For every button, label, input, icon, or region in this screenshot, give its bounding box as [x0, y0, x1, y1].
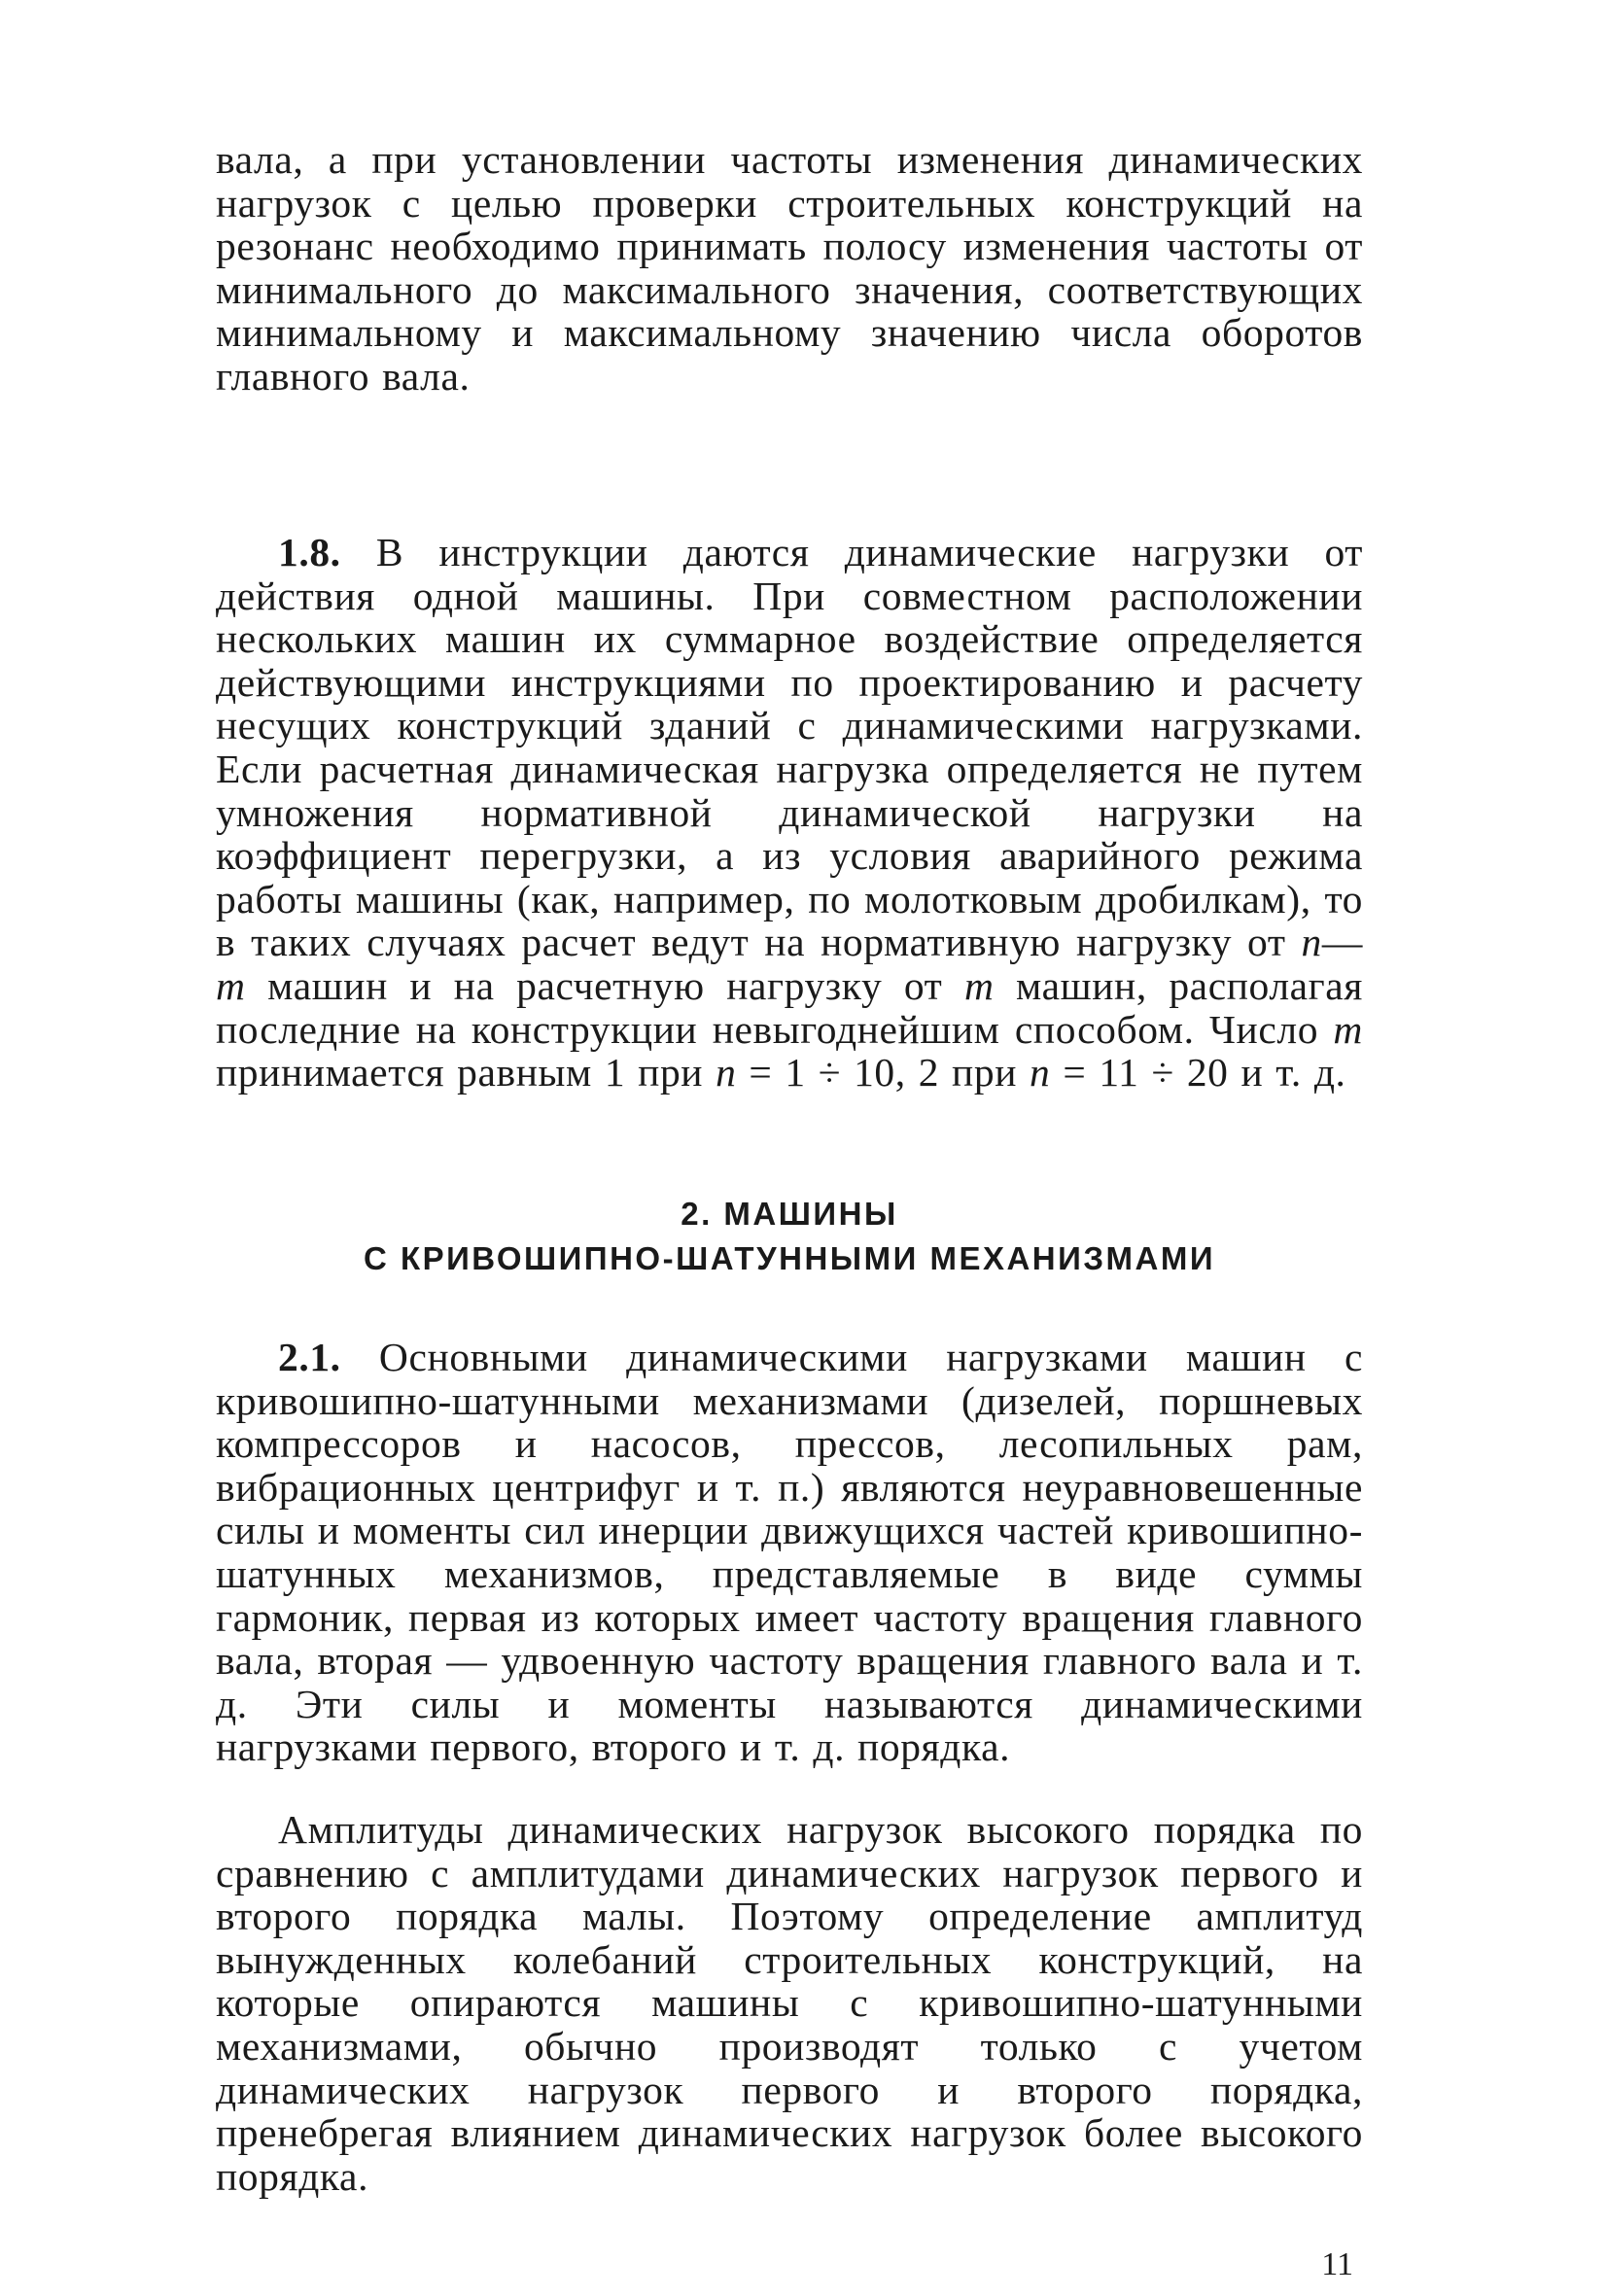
paragraph-number: 2.1.	[278, 1335, 341, 1379]
paragraph-1-8	[216, 531, 1363, 1095]
paragraph-continuation: вала, а при установлении частоты изменения динамических нагрузок с целью проверки строительных конструкций на резонанс необходимо принимать полосу изменения частоты от минимального до максимального значения, соответствующих минимальному и максимальному значению числа оборотов главного вала.	[216, 137, 1363, 399]
variable-m: m	[216, 962, 246, 1008]
page-number: 11	[1321, 2246, 1353, 2282]
variable-n: n	[1030, 1050, 1051, 1096]
variable-n: n	[716, 1050, 737, 1096]
paragraph-text: машин и на расчетную нагрузку от	[245, 962, 964, 1008]
paragraph-text: В инструкции даются динамические нагрузки от действия одной машины. При совместном расположении нескольких машин их суммарное воздействие определяется действующими инструкциями по проектированию и расчету несущих конструкций зданий с динамическими нагрузками. Если расчетная динамическая нагрузка определяется не путем умножения нормативной динамической нагрузки на коэффициент перегрузки, а из условия аварийного режима работы машины (как, например, по молотковым дробилкам), то в таких случаях расчет ведут на нормативную нагрузку от	[216, 530, 1363, 965]
paragraph-amplitudes: Амплитуды динамических нагрузок высокого порядка по сравнению с амплитудами динамических нагрузок первого и второго порядка малы. Поэтому определение амплитуд вынужденных колебаний строительных конструкций, на которые опираются машины с кривошипно-шатунными механизмами, обычно производят только с учетом динамических нагрузок первого и второго порядка, пренебрегая влиянием динамических нагрузок более высокого порядка.	[216, 1807, 1363, 2199]
variable-m: m	[1333, 1006, 1363, 1052]
paragraph-2-1	[216, 1336, 1363, 1769]
variable-m: m	[963, 962, 995, 1008]
section-heading-line-1: 2. МАШИНЫ	[681, 1196, 898, 1232]
paragraph-text: Основными динамическими нагрузками машин с кривошипно-шатунными механизмами (дизелей, поршневых компрессоров и насосов, прессов, лесопильных рам, вибрационных центрифуг и т. п.) являются неуравновешенные силы и моменты сил инерции движущихся частей кривошипно-шатунных механизмов, представляемые в виде суммы гармоник, первая из которых имеет частоту вращения главного вала, вторая — удвоенную частоту вращения главного вала и т. д. Эти силы и моменты называются динамическими нагрузками первого, второго и т. д. порядка.	[216, 1335, 1363, 1770]
section-heading	[216, 1192, 1363, 1281]
document-page	[216, 124, 1363, 2282]
paragraph-text: = 11 ÷ 20 и т. д.	[1050, 1050, 1346, 1096]
variable-n: n	[1301, 920, 1322, 965]
paragraph-text: машин, располагая последние на конструкции невыгоднейшим способом. Число	[216, 962, 1363, 1052]
dash: —	[1321, 920, 1363, 965]
paragraph-number: 1.8.	[278, 530, 341, 574]
paragraph-text: принимается равным 1 при	[216, 1050, 716, 1096]
paragraph-text: = 1 ÷ 10, 2 при	[736, 1050, 1031, 1096]
section-heading-line-2: С КРИВОШИПНО-ШАТУННЫМИ МЕХАНИЗМАМИ	[363, 1240, 1216, 1276]
